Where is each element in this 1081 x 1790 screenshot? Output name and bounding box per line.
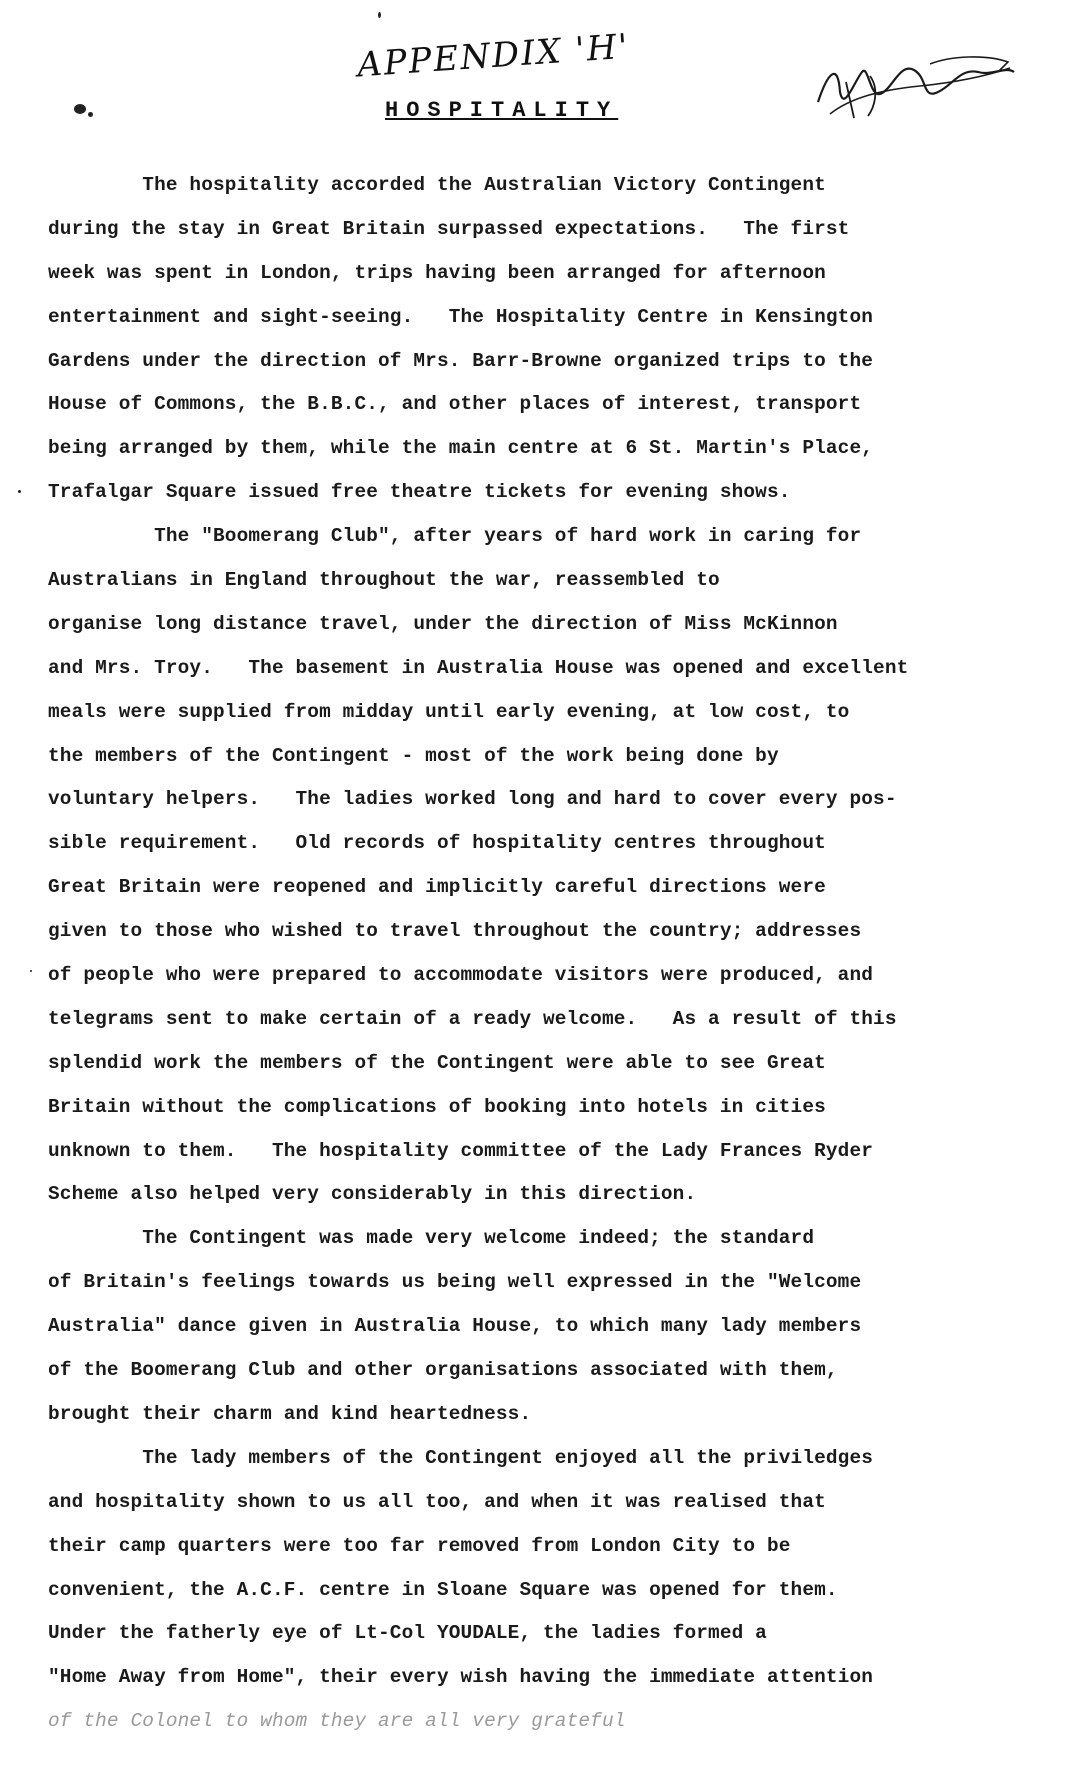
text-line: The hospitality accorded the Australian Victory Contingent <box>48 174 826 196</box>
ink-speck <box>74 104 86 114</box>
text-line: The Contingent was made very welcome indeed; the standard <box>48 1227 815 1250</box>
text-line: of the Colonel to whom they are all very grateful <box>48 1710 626 1733</box>
document-body <box>48 163 1038 1743</box>
text-line: of Britain's feelings towards us being well expressed in the "Welcome <box>48 1271 862 1294</box>
text-line: Australians in England throughout the war, reassembled to <box>48 569 720 592</box>
text-line: House of Commons, the B.B.C., and other places of interest, transport <box>48 393 862 416</box>
ink-speck <box>18 490 21 493</box>
text-line: given to those who wished to travel throughout the country; addresses <box>48 920 862 943</box>
text-line: the members of the Contingent - most of the work being done by <box>48 744 779 767</box>
text-line: Trafalgar Square issued free theatre tickets for evening shows. <box>48 481 791 504</box>
text-line: convenient, the A.C.F. centre in Sloane Square was opened for them. <box>48 1578 838 1601</box>
text-line: Gardens under the direction of Mrs. Barr-Browne organized trips to the <box>48 349 874 372</box>
text-line: splendid work the members of the Contingent were able to see Great <box>48 1051 826 1074</box>
text-line: Britain without the complications of booking into hotels in cities <box>48 1095 826 1118</box>
handwritten-appendix-label: APPENDIX 'H' <box>355 26 632 86</box>
text-line: of the Boomerang Club and other organisations associated with them, <box>48 1359 838 1382</box>
text-line: brought their charm and kind heartedness. <box>48 1402 532 1425</box>
text-line: unknown to them. The hospitality committee of the Lady Frances Ryder <box>48 1139 874 1162</box>
text-line: and hospitality shown to us all too, and when it was realised that <box>48 1490 826 1513</box>
document-title: HOSPITALITY <box>385 98 619 123</box>
ink-speck <box>378 12 381 18</box>
text-line: Australia" dance given in Australia House, to which many lady members <box>48 1315 862 1338</box>
ink-speck <box>88 112 93 117</box>
text-line: The lady members of the Contingent enjoyed all the priviledges <box>48 1446 874 1469</box>
text-line: Great Britain were reopened and implicitly careful directions were <box>48 876 826 899</box>
text-line: Under the fatherly eye of Lt-Col YOUDALE, the ladies formed a <box>48 1622 767 1645</box>
text-line: organise long distance travel, under the direction of Miss McKinnon <box>48 612 838 635</box>
text-line: voluntary helpers. The ladies worked long and hard to cover every pos- <box>48 788 897 811</box>
text-line: telegrams sent to make certain of a ready welcome. As a result of this <box>48 1007 897 1030</box>
text-line: sible requirement. Old records of hospitality centres throughout <box>48 832 826 855</box>
ink-speck <box>30 970 32 972</box>
text-line: week was spent in London, trips having been arranged for afternoon <box>48 261 826 284</box>
text-line: their camp quarters were too far removed from London City to be <box>48 1534 791 1557</box>
text-line: of people who were prepared to accommodate visitors were produced, and <box>48 964 874 987</box>
text-line: The "Boomerang Club", after years of hard work in caring for <box>48 525 862 548</box>
text-line: and Mrs. Troy. The basement in Australia House was opened and excellent <box>48 656 909 679</box>
text-line: Scheme also helped very considerably in this direction. <box>48 1183 697 1206</box>
text-line: "Home Away from Home", their every wish having the immediate attention <box>48 1666 874 1689</box>
text-line: meals were supplied from midday until early evening, at low cost, to <box>48 700 850 723</box>
text-line: during the stay in Great Britain surpassed expectations. The first <box>48 217 850 240</box>
text-line: being arranged by them, while the main centre at 6 St. Martin's Place, <box>48 437 874 460</box>
handwritten-signature <box>810 42 1020 132</box>
text-line: entertainment and sight-seeing. The Hospitality Centre in Kensington <box>48 305 874 328</box>
